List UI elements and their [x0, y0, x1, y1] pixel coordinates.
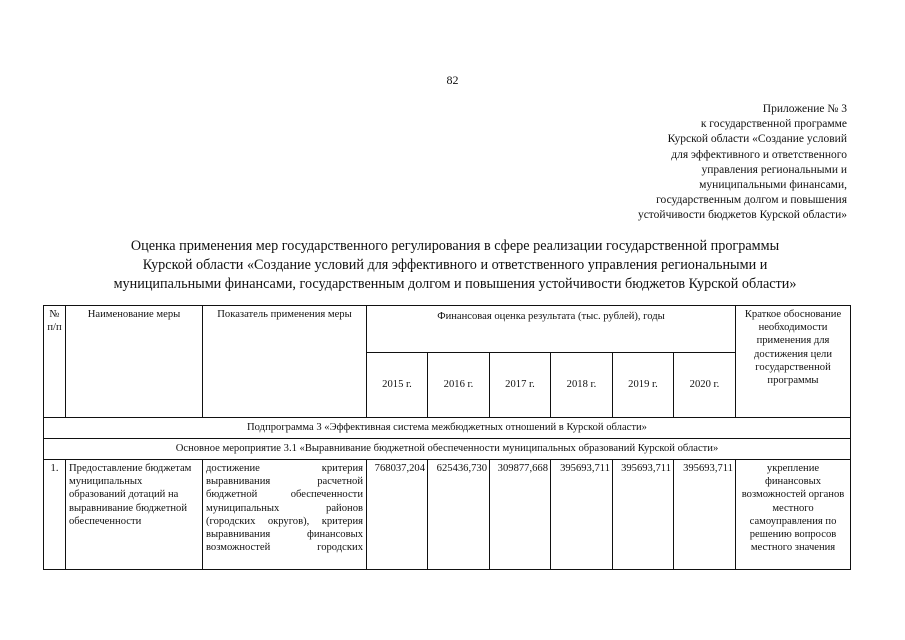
- main-activity-row: Основное мероприятие 3.1 «Выравнивание бюджетной обеспеченности муниципальных образований Курской области»: [44, 439, 851, 460]
- row-value: 768037,204: [367, 460, 428, 570]
- header-financial: Финансовая оценка результата (тыс. рублей), годы: [367, 306, 736, 353]
- row-indicator: достижение критерия выравнивания расчетной бюджетной обеспеченности муниципальных районов (городских округов), критерия выравнивания финансовых возможностей городских: [203, 460, 367, 570]
- appendix-line: государственным долгом и повышения: [656, 194, 847, 207]
- appendix-line: Приложение № 3: [762, 103, 847, 115]
- header-justification: Краткое обоснование необходимости применения для достижения цели государственной программы: [736, 306, 851, 418]
- header-year: 2015 г.: [367, 353, 428, 418]
- header-year: 2018 г.: [551, 353, 613, 418]
- row-justification: укрепление финансовых возможностей органов местного самоуправления по решению вопросов местного значения: [736, 460, 851, 570]
- header-indicator: Показатель применения меры: [203, 306, 367, 418]
- header-year: 2019 г.: [613, 353, 674, 418]
- appendix-line: муниципальными финансами,: [699, 179, 847, 192]
- title-line: Оценка применения мер государственного регулирования в сфере реализации государственной программы: [130, 238, 780, 254]
- title-line: муниципальными финансами, государственным долгом и повышения устойчивости бюджетов Курской области»: [113, 276, 797, 292]
- header-year: 2020 г.: [674, 353, 736, 418]
- row-value: 395693,711: [551, 460, 613, 570]
- appendix-line: управления региональными и: [701, 163, 847, 176]
- appendix-line: устойчивости бюджетов Курской области»: [637, 209, 847, 222]
- row-value: 309877,668: [490, 460, 551, 570]
- header-measure: Наименование меры: [66, 306, 203, 418]
- appendix-line: к государственной программе: [700, 118, 847, 131]
- header-num: № п/п: [44, 306, 66, 418]
- row-value: 625436,730: [428, 460, 490, 570]
- appendix-note: [587, 102, 847, 224]
- page-number: 82: [446, 73, 459, 87]
- row-value: 395693,711: [613, 460, 674, 570]
- appendix-line: для эффективного и ответственного: [671, 148, 847, 161]
- table-row: [44, 460, 851, 570]
- appendix-line: Курской области «Создание условий: [667, 133, 847, 146]
- title-line: Курской области «Создание условий для эффективного и ответственного управления региональными и: [142, 257, 768, 273]
- row-value: 395693,711: [674, 460, 736, 570]
- row-num: 1.: [44, 460, 66, 570]
- row-measure: Предоставление бюджетам муниципальных образований дотаций на выравнивание бюджетной обеспеченности: [66, 460, 203, 570]
- subprogram-row: Подпрограмма 3 «Эффективная система межбюджетных отношений в Курской области»: [44, 418, 851, 439]
- header-year: 2016 г.: [428, 353, 490, 418]
- document-title: [60, 237, 850, 294]
- regulation-measures-table: [43, 305, 851, 570]
- header-year: 2017 г.: [490, 353, 551, 418]
